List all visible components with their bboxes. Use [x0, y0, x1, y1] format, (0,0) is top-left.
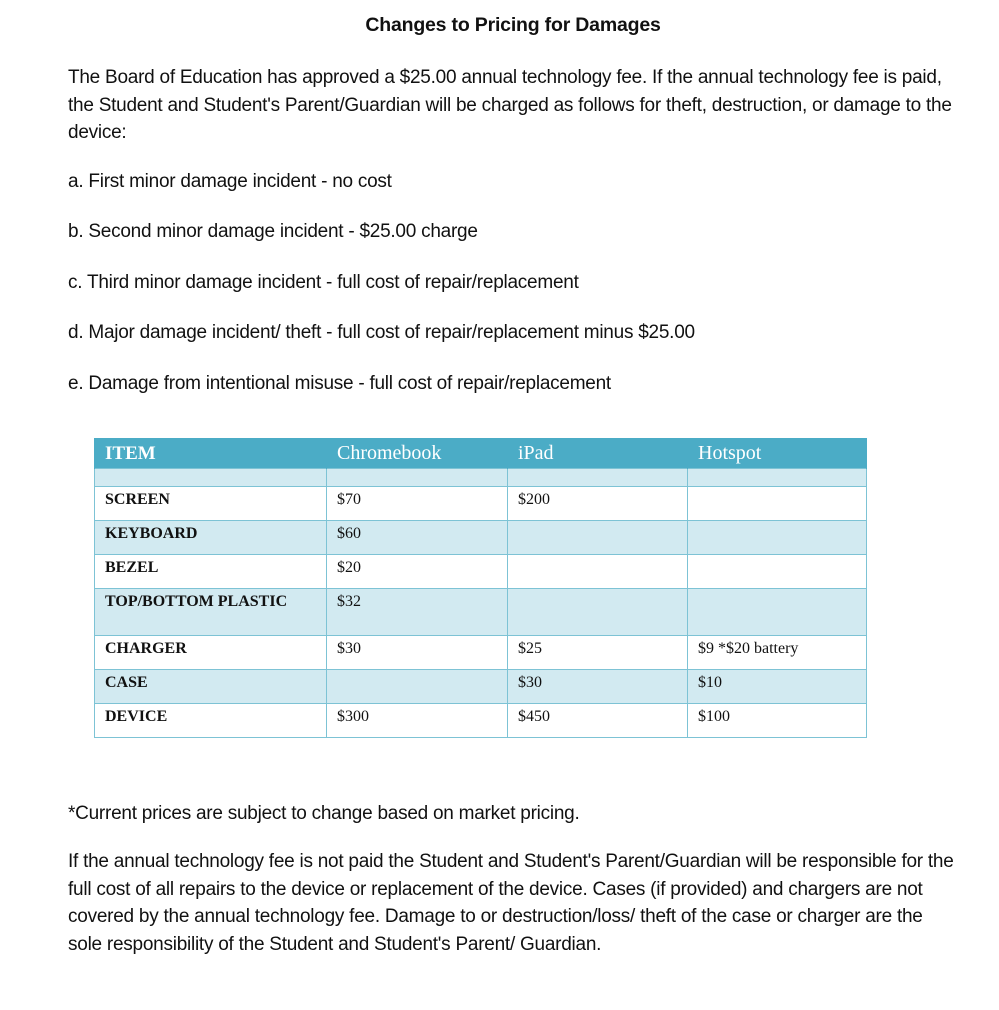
list-item-d: d. Major damage incident/ theft - full cost of repair/replacement minus $25.00 [68, 322, 695, 343]
hotspot-price: $9 *$20 battery [688, 636, 867, 670]
table-cell [688, 469, 867, 487]
chromebook-price: $300 [327, 704, 508, 738]
row-label: SCREEN [95, 487, 327, 521]
table-row [95, 589, 867, 636]
table-row [95, 521, 867, 555]
pricing-note: *Current prices are subject to change based on market pricing. [68, 803, 580, 824]
list-item-e: e. Damage from intentional misuse - full cost of repair/replacement [68, 373, 611, 394]
header-ipad: iPad [508, 439, 688, 469]
table-row [95, 555, 867, 589]
hotspot-price [688, 555, 867, 589]
row-label: KEYBOARD [95, 521, 327, 555]
ipad-price: $30 [508, 670, 688, 704]
header-hotspot: Hotspot [688, 439, 867, 469]
table-cell [95, 469, 327, 487]
chromebook-price: $30 [327, 636, 508, 670]
pricing-table [94, 438, 867, 738]
table-spacer-row [95, 469, 867, 487]
table-row [95, 704, 867, 738]
hotspot-price: $100 [688, 704, 867, 738]
row-label: CASE [95, 670, 327, 704]
chromebook-price: $20 [327, 555, 508, 589]
closing-paragraph: If the annual technology fee is not paid the Student and Student's Parent/Guardian will be responsible for the full cost of all repairs to the device or replacement of the device. Cases (if provided) and chargers are not covered by the annual technology fee. Damage to or destruction/loss/ theft of the case or charger are the sole responsibility of the Student and Student's Parent/ Guardian. [68, 851, 954, 955]
chromebook-price: $32 [327, 589, 508, 636]
chromebook-price: $70 [327, 487, 508, 521]
header-item: ITEM [95, 439, 327, 469]
table-cell [508, 469, 688, 487]
ipad-price [508, 555, 688, 589]
table-header-row [95, 439, 867, 469]
hotspot-price: $10 [688, 670, 867, 704]
hotspot-price [688, 487, 867, 521]
row-label: CHARGER [95, 636, 327, 670]
ipad-price: $25 [508, 636, 688, 670]
row-label: TOP/BOTTOM PLASTIC [95, 589, 327, 636]
hotspot-price [688, 589, 867, 636]
list-item-c: c. Third minor damage incident - full cost of repair/replacement [68, 272, 579, 293]
chromebook-price [327, 670, 508, 704]
ipad-price [508, 521, 688, 555]
intro-paragraph: The Board of Education has approved a $25.00 annual technology fee. If the annual technology fee is paid, the Student and Student's Parent/Guardian will be charged as follows for theft, destruction, or damage to the device: [68, 67, 952, 143]
ipad-price: $200 [508, 487, 688, 521]
table-row [95, 487, 867, 521]
hotspot-price [688, 521, 867, 555]
ipad-price [508, 589, 688, 636]
table-cell [327, 469, 508, 487]
row-label: BEZEL [95, 555, 327, 589]
row-label: DEVICE [95, 704, 327, 738]
chromebook-price: $60 [327, 521, 508, 555]
header-chromebook: Chromebook [327, 439, 508, 469]
page-title: Changes to Pricing for Damages [365, 14, 661, 36]
ipad-price: $450 [508, 704, 688, 738]
list-item-a: a. First minor damage incident - no cost [68, 171, 392, 192]
list-item-b: b. Second minor damage incident - $25.00 charge [68, 221, 478, 242]
table-row [95, 636, 867, 670]
table-row [95, 670, 867, 704]
